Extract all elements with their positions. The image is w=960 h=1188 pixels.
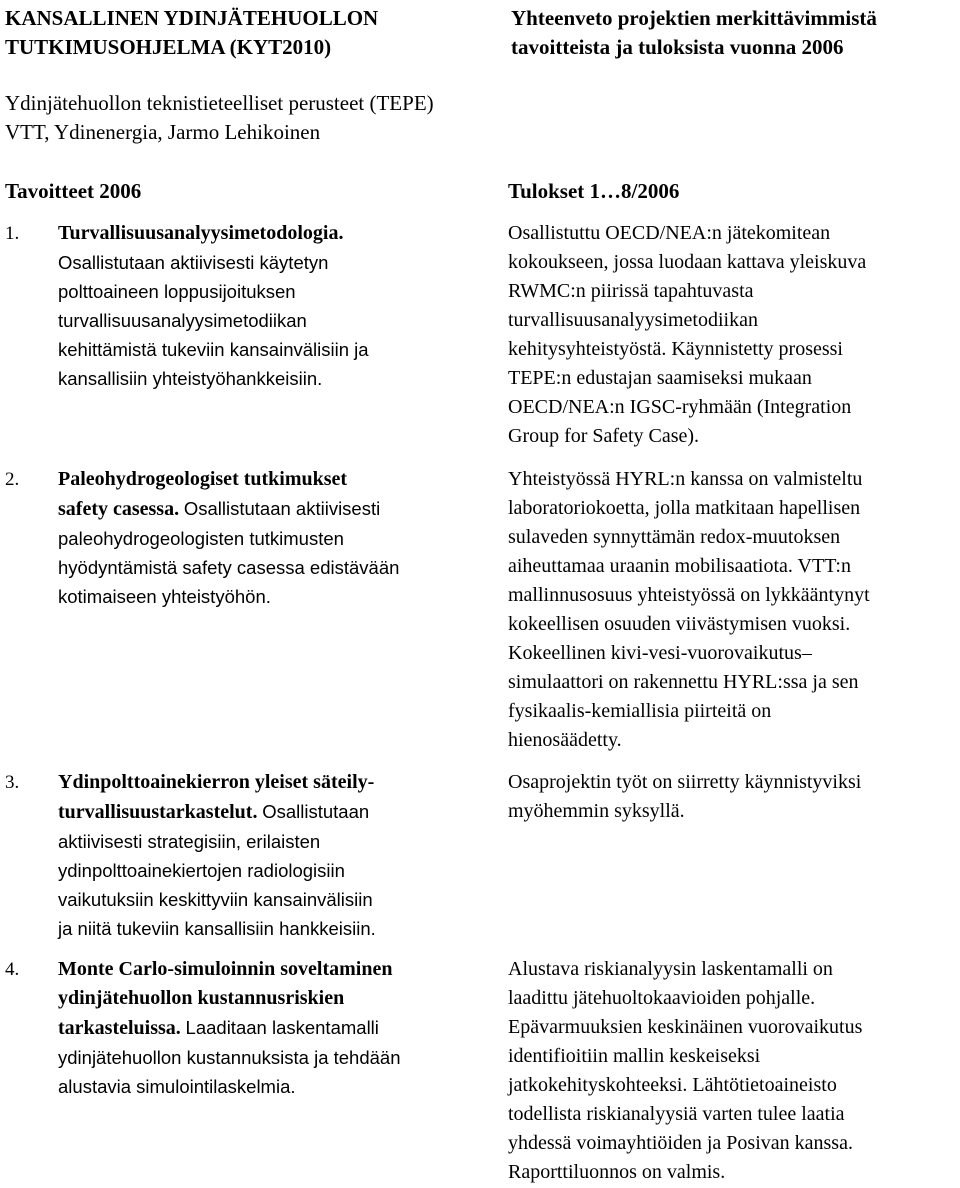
goal-item-1 [5,219,500,393]
goal-description-line: vaikutuksiin keskittyviin kansainvälisiin [58,889,373,910]
program-title-line: TUTKIMUSOHJELMA (KYT2010) [5,35,332,59]
goal-description-line: ydinjätehuollon kustannuksista ja tehdään [58,1047,401,1068]
goal-title: ydinjätehuollon kustannusriskien [58,987,345,1009]
result-line: sulaveden synnyttämän redox-muutoksen [508,526,841,548]
result-line: Raporttiluonnos on valmis. [508,1161,726,1183]
result-line: laboratoriokoetta, jolla matkitaan hapellisen [508,497,861,519]
result-line: identifioitiin mallin keskeiseksi [508,1045,761,1067]
goal-description-line: Osallistutaan [262,801,370,822]
result-line: turvallisuusanalyysimetodiikan [508,309,758,331]
result-line: yhdessä voimayhtiöiden ja Posivan kanssa. [508,1132,853,1154]
result-line: laadittu jätehuoltokaavioiden pohjalle. [508,987,816,1009]
result-line: TEPE:n edustajan saamiseksi mukaan [508,367,812,389]
result-line: Alustava riskianalyysin laskentamalli on [508,958,833,980]
project-name: Ydinjätehuollon teknistieteelliset perusteet (TEPE) [5,91,434,115]
goal-description-line: Osallistutaan aktiivisesti käytetyn [58,252,329,273]
result-line: todellista riskianalyysiä varten tulee laatia [508,1103,845,1125]
result-line: aiheuttamaa uraanin mobilisaatiota. VTT:n [508,555,851,577]
result-line: simulaattori on rakennettu HYRL:ssa ja sen [508,671,859,693]
result-line: mallinnusosuus yhteistyössä on lykkääntynyt [508,584,870,606]
goal-description-line: aktiivisesti strategisiin, erilaisten [58,831,321,852]
project-info [5,89,434,147]
goal-title: Turvallisuusanalyysimetodologia. [58,222,344,244]
result-line: hienosäädetty. [508,729,622,751]
goal-description-line: Laaditaan laskentamalli [185,1017,379,1038]
goal-description-line: paleohydrogeologisten tutkimusten [58,528,344,549]
result-item-2 [508,465,960,755]
result-line: fysikaalis-kemiallisia piirteitä on [508,700,772,722]
goal-title: Paleohydrogeologiset tutkimukset [58,468,348,490]
goal-title: Monte Carlo-simuloinnin soveltaminen [58,958,393,980]
goals-heading: Tavoitteet 2006 [5,179,142,203]
result-line: kehitysyhteistyöstä. Käynnistetty prosessi [508,338,843,360]
result-line: kokeellisen osuuden viivästymisen vuoksi. [508,613,851,635]
goal-title: turvallisuustarkastelut. [58,801,258,823]
goal-item-4 [5,955,500,1101]
goal-description-line: kansallisiin yhteistyöhankkeisiin. [58,368,323,389]
result-line: Epävarmuuksien keskinäinen vuorovaikutus [508,1016,863,1038]
result-line: kokoukseen, jossa luodaan kattava yleiskuva [508,251,867,273]
goal-description-line: kehittämistä tukeviin kansainvälisiin ja [58,339,369,360]
result-line: myöhemmin syksyllä. [508,800,685,822]
goal-number: 3. [5,772,20,793]
summary-title [511,4,877,62]
result-line: Yhteistyössä HYRL:n kanssa on valmisteltu [508,468,863,490]
result-line: Kokeellinen kivi-vesi-vuorovaikutus– [508,642,812,664]
goal-item-2 [5,465,500,611]
result-line: Group for Safety Case). [508,425,700,447]
result-line: RWMC:n piirissä tapahtuvasta [508,280,754,302]
goal-item-3 [5,768,500,943]
result-line: Osallistuttu OECD/NEA:n jätekomitean [508,222,831,244]
goal-title: Ydinpolttoainekierron yleiset säteily- [58,771,375,793]
results-heading: Tulokset 1…8/2006 [508,179,680,203]
goal-description-line: ydinpolttoainekiertojen radiologisiin [58,860,345,881]
result-item-1 [508,219,960,451]
goal-description-line: polttoaineen loppusijoituksen [58,281,296,302]
goal-description-line: turvallisuusanalyysimetodiikan [58,310,307,331]
summary-title-line: Yhteenveto projektien merkittävimmistä [511,6,877,30]
goal-title: tarkasteluissa. [58,1017,181,1039]
summary-title-line: tavoitteista ja tuloksista vuonna 2006 [511,35,844,59]
result-line: Osaprojektin työt on siirretty käynnistyviksi [508,771,862,793]
program-title [5,4,378,62]
result-line: jatkokehityskohteeksi. Lähtötietoaineisto [508,1074,837,1096]
result-item-4 [508,955,960,1187]
goal-description-line: Osallistutaan aktiivisesti [183,498,381,519]
result-item-3 [508,768,960,826]
goal-number: 2. [5,469,20,490]
goal-number: 1. [5,223,20,244]
goal-description-line: hyödyntämistä safety casessa edistävään [58,557,400,578]
goal-description-line: ja niitä tukeviin kansallisiin hankkeisiin. [58,918,376,939]
goal-title: safety casessa. [58,498,180,520]
result-line: OECD/NEA:n IGSC-ryhmään (Integration [508,396,852,418]
goal-description-line: kotimaiseen yhteistyöhön. [58,586,271,607]
goal-number: 4. [5,959,20,980]
program-title-line: KANSALLINEN YDINJÄTEHUOLLON [5,6,379,30]
goal-description-line: alustavia simulointilaskelmia. [58,1076,296,1097]
project-organization: VTT, Ydinenergia, Jarmo Lehikoinen [5,120,321,144]
